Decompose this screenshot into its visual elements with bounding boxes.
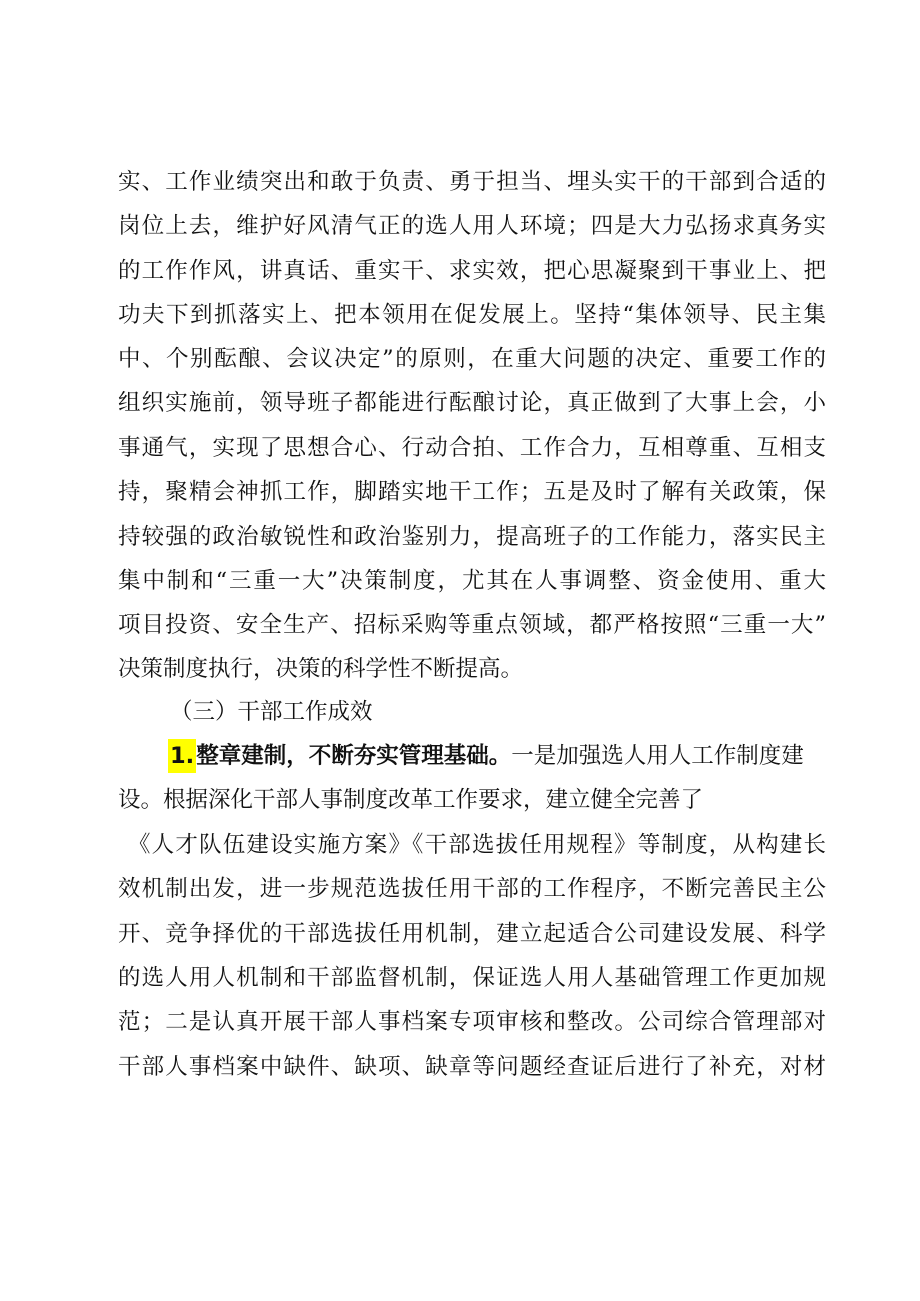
paragraph-line: 集中制和“三重一大”决策制度，尤其在人事调整、资金使用、重大: [118, 568, 826, 594]
paragraph-line: 岗位上去，维护好风清气正的选人用人环境；四是大力弘扬求真务实: [118, 213, 826, 239]
paragraph-line: 的工作作风，讲真话、重实干、求实效，把心思凝聚到干事业上、把: [118, 258, 826, 284]
item-title: 整章建制，不断夯实管理基础。: [196, 743, 512, 769]
paragraph-line: 设。根据深化干部人事制度改革工作要求，建立健全完善了: [118, 787, 704, 813]
paragraph-line: 效机制出发，进一步规范选拔任用干部的工作程序，不断完善民主公: [118, 876, 826, 902]
paragraph-line: 组织实施前，领导班子都能进行酝酿讨论，真正做到了大事上会，小: [118, 390, 826, 416]
section-heading: （三）干部工作成效: [170, 699, 373, 725]
paragraph-line: 干部人事档案中缺件、缺项、缺章等问题经查证后进行了补充，对材: [118, 1054, 826, 1080]
paragraph-line: 项目投资、安全生产、招标采购等重点领域，都严格按照“三重一大”: [118, 612, 826, 638]
paragraph-line: 持，聚精会神抓工作，脚踏实地干工作；五是及时了解有关政策，保: [118, 479, 826, 505]
paragraph-line: 决策制度执行，决策的科学性不断提高。: [118, 656, 524, 682]
item-number: 1.: [168, 739, 196, 773]
paragraph-line: 中、个别酝酿、会议决定”的原则，在重大问题的决定、重要工作的: [118, 346, 826, 372]
paragraph-line: 范；二是认真开展干部人事档案专项审核和整改。公司综合管理部对: [118, 1009, 826, 1035]
paragraph-line: 开、竞争择优的干部选拔任用机制，建立起适合公司建设发展、科学: [118, 921, 826, 947]
paragraph-line: 的选人用人机制和干部监督机制，保证选人用人基础管理工作更加规: [118, 965, 826, 991]
item-first-line-text: 一是加强选人用人工作制度建: [511, 743, 804, 769]
paragraph-line: 功夫下到抓落实上、把本领用在促发展上。坚持“集体领导、民主集: [118, 302, 826, 328]
paragraph-line: 持较强的政治敏锐性和政治鉴别力，提高班子的工作能力，落实民主: [118, 524, 826, 550]
paragraph-line: 《人才队伍建设实施方案》《干部选拔任用规程》等制度，从构建长: [128, 832, 826, 858]
item-heading-line: [168, 736, 826, 776]
paragraph-line: 事通气，实现了思想合心、行动合拍、工作合力，互相尊重、互相支: [118, 435, 826, 461]
paragraph-line: 实、工作业绩突出和敢于负责、勇于担当、埋头实干的干部到合适的: [118, 169, 826, 195]
